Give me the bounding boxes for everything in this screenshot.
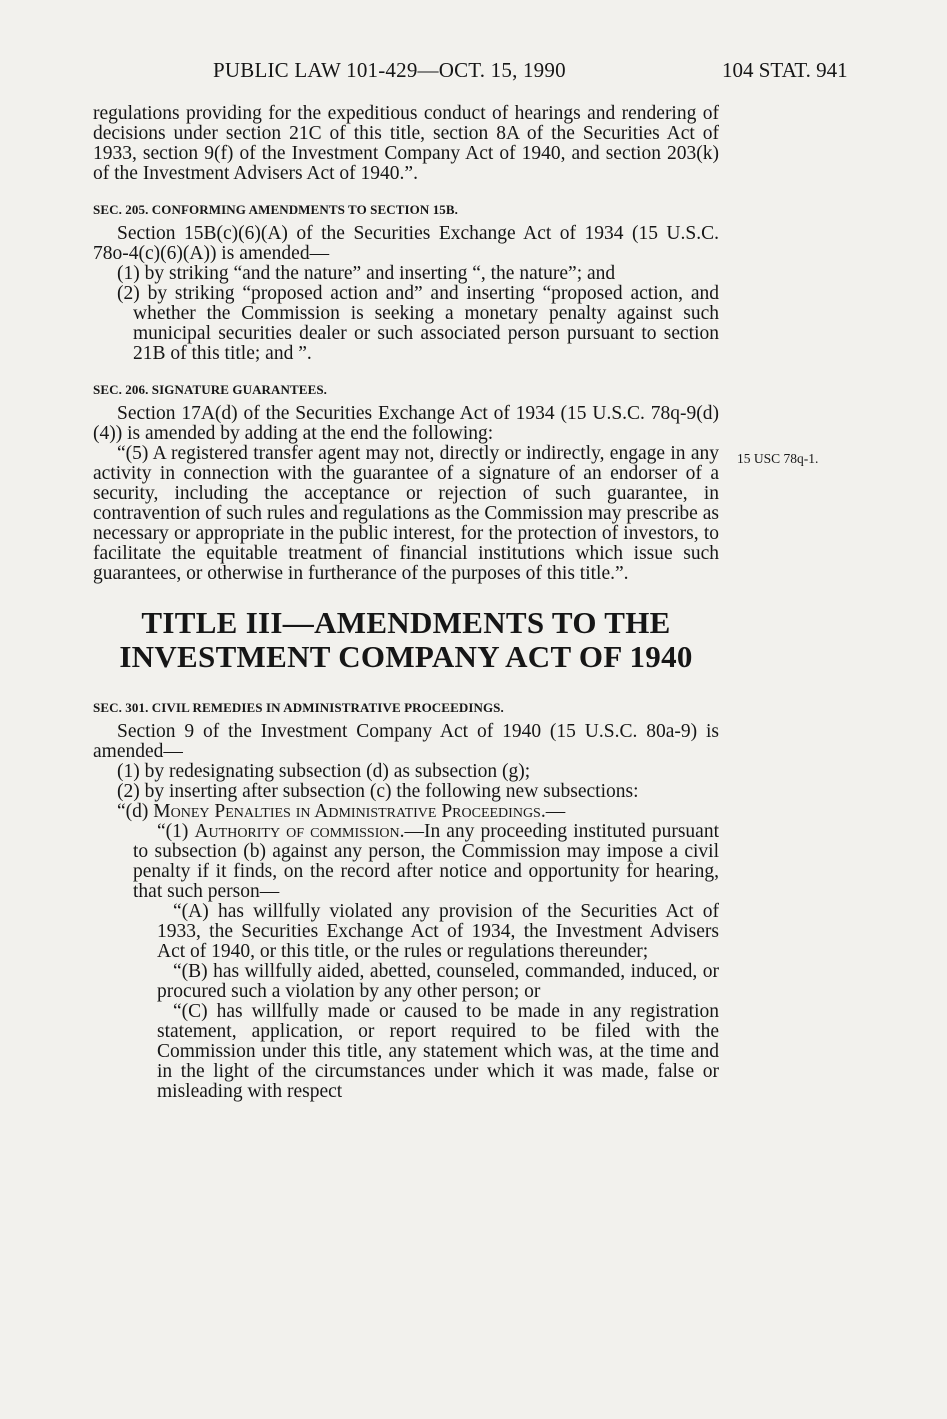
section-301-intro: Section 9 of the Investment Company Act of 1940 (15 U.S.C. 80a-9) is amended— bbox=[93, 721, 719, 762]
section-301-item-2: (2) by inserting after subsection (c) the following new subsections: bbox=[117, 781, 639, 802]
paragraph-d1-heading: Authority of commission. bbox=[194, 821, 405, 842]
subsection-d-prefix: “(d) bbox=[117, 801, 154, 822]
title-iii-line-1: TITLE III—AMENDMENTS TO THE bbox=[141, 605, 671, 640]
section-205-item-2: (2) by striking “proposed action and” and inserting “proposed action, and whether the Commission is seeking a monetary penalty against such municipal securities dealer or such associated person pursuant to section 21B of this title; and ”. bbox=[117, 283, 719, 364]
section-205-item-1: (1) by striking “and the nature” and inserting “, the nature”; and bbox=[117, 263, 616, 284]
paragraph-d1-prefix: “(1) bbox=[157, 821, 195, 842]
section-206-intro: Section 17A(d) of the Securities Exchange Act of 1934 (15 U.S.C. 78q-9(d)(4)) is amended by adding at the end the following: bbox=[93, 403, 719, 444]
document-body bbox=[93, 104, 719, 1102]
section-206-heading: SEC. 206. SIGNATURE GUARANTEES. bbox=[93, 382, 328, 397]
section-205-heading: SEC. 205. CONFORMING AMENDMENTS TO SECTION 15B. bbox=[93, 202, 459, 217]
running-head: PUBLIC LAW 101-429—OCT. 15, 1990 bbox=[213, 58, 566, 82]
statute-page-reference: 104 STAT. 941 bbox=[722, 58, 848, 82]
section-206-quoted-text: “(5) A registered transfer agent may not, directly or indirectly, engage in any activity in connection with the guarantee of a signature of an endorser of a security, including the acceptance or rejection of such guarantee, in contravention of such rules and regulations as the Commission may prescribe as necessary or appropriate in the public interest, for the protection of investors, to facilitate the equitable treatment of financial institutions which issue such guarantees, or otherwise in furtherance of the purposes of this title.”. bbox=[93, 443, 719, 584]
subparagraph-A: “(A) has willfully violated any provision of the Securities Act of 1933, the Securities Exchange Act of 1934, the Investment Advisers Act of 1940, or this title, or the rules or regulations thereunder; bbox=[157, 901, 719, 962]
margin-citation: 15 USC 78q-1. bbox=[737, 451, 819, 466]
subsection-d-heading bbox=[93, 802, 719, 822]
subparagraph-B: “(B) has willfully aided, abetted, counseled, commanded, induced, or procured such a violation by any other person; or bbox=[157, 961, 719, 1002]
paragraph-continued: regulations providing for the expeditious conduct of hearings and rendering of decisions under section 21C of this title, section 8A of the Securities Act of 1933, section 9(f) of the Investment Company Act of 1940, and section 203(k) of the Investment Advisers Act of 1940.”. bbox=[93, 103, 719, 184]
subsection-d-title: Money Penalties in Administrative Proceedings.— bbox=[153, 801, 566, 822]
title-iii-line-2: INVESTMENT COMPANY ACT OF 1940 bbox=[119, 639, 693, 674]
paragraph-d1 bbox=[93, 822, 719, 902]
section-205-intro: Section 15B(c)(6)(A) of the Securities Exchange Act of 1934 (15 U.S.C. 78o-4(c)(6)(A)) is amended— bbox=[93, 223, 719, 264]
title-iii-heading bbox=[93, 606, 719, 674]
section-301-heading: SEC. 301. CIVIL REMEDIES IN ADMINISTRATIVE PROCEEDINGS. bbox=[93, 700, 504, 715]
paragraph-d1-text: —In any proceeding instituted pursuant to subsection (b) against any person, the Commission may impose a civil penalty if it finds, on the record after notice and opportunity for hearing, that such person— bbox=[133, 821, 719, 902]
subparagraph-C: “(C) has willfully made or caused to be made in any registration statement, application, or report required to be filed with the Commission under this title, any statement which was, at the time and in the light of the circumstances under which it was made, false or misleading with respect bbox=[157, 1001, 719, 1102]
section-301-item-1: (1) by redesignating subsection (d) as subsection (g); bbox=[117, 761, 531, 782]
